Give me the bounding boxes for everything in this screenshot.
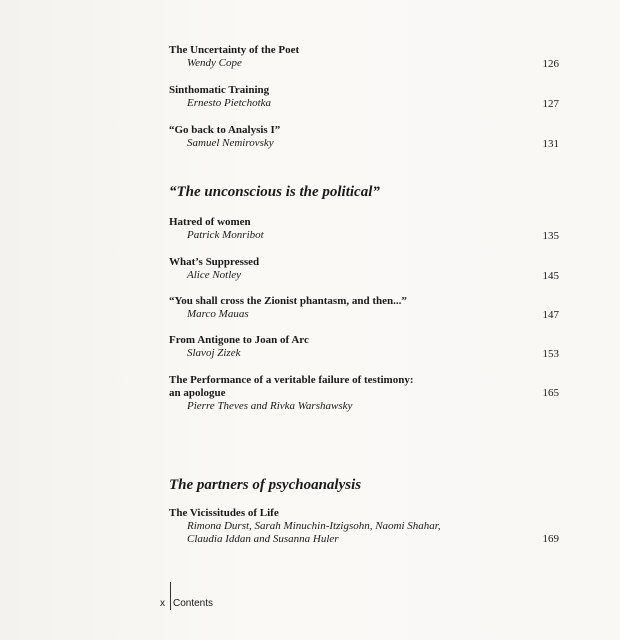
entry-page-number: 127 (542, 98, 559, 110)
footer-rule (170, 582, 171, 610)
entry-page-number: 165 (542, 387, 559, 399)
toc-entry (169, 44, 559, 70)
entry-page-number: 145 (542, 270, 559, 282)
entry-author: Pierre Theves and Rivka Warshawsky (187, 400, 353, 412)
toc-entry (169, 334, 559, 360)
toc-entry (169, 507, 559, 546)
entry-title: The Uncertainty of the Poet (169, 44, 300, 56)
entry-title-continued: an apologue (169, 387, 226, 399)
entry-author: Slavoj Zizek (187, 347, 241, 359)
section-heading: The partners of psychoanalysis (169, 477, 362, 493)
footer-label: Contents (173, 598, 214, 609)
entry-title: The Performance of a veritable failure of testimony: (169, 374, 414, 386)
toc-entry (169, 374, 559, 413)
entry-title: The Vicissitudes of Life (169, 507, 279, 519)
section-heading: “The unconscious is the political” (169, 184, 380, 200)
entry-title: What’s Suppressed (169, 256, 260, 268)
entry-title: “Go back to Analysis I” (169, 124, 281, 136)
toc-entry (169, 295, 559, 321)
entry-title: Hatred of women (169, 216, 251, 228)
footer-page-letter: x (160, 598, 165, 609)
toc-entry (169, 84, 559, 110)
entry-page-number: 153 (542, 348, 559, 360)
entry-author: Alice Notley (187, 269, 242, 281)
toc-entry (169, 256, 559, 282)
entry-page-number: 169 (542, 533, 559, 545)
entry-author: Marco Mauas (187, 308, 249, 320)
entry-page-number: 126 (542, 58, 559, 70)
entry-page-number: 147 (542, 309, 559, 321)
entry-author: Patrick Monribot (187, 229, 264, 241)
entry-title: From Antigone to Joan of Arc (169, 334, 309, 346)
entry-author: Rimona Durst, Sarah Minuchin-Itzigsohn, Naomi Shahar, (187, 520, 441, 532)
toc-entry (169, 124, 559, 150)
entry-title: “You shall cross the Zionist phantasm, and then...” (169, 295, 407, 307)
entry-author: Wendy Cope (187, 57, 242, 69)
entry-author-continued: Claudia Iddan and Susanna Huler (187, 533, 339, 545)
entry-title: Sinthomatic Training (169, 84, 270, 96)
entry-page-number: 135 (542, 230, 559, 242)
entry-author: Samuel Nemirovsky (187, 137, 274, 149)
entry-page-number: 131 (542, 138, 559, 150)
toc-entry (169, 216, 559, 242)
entry-author: Ernesto Pietchotka (187, 97, 272, 109)
